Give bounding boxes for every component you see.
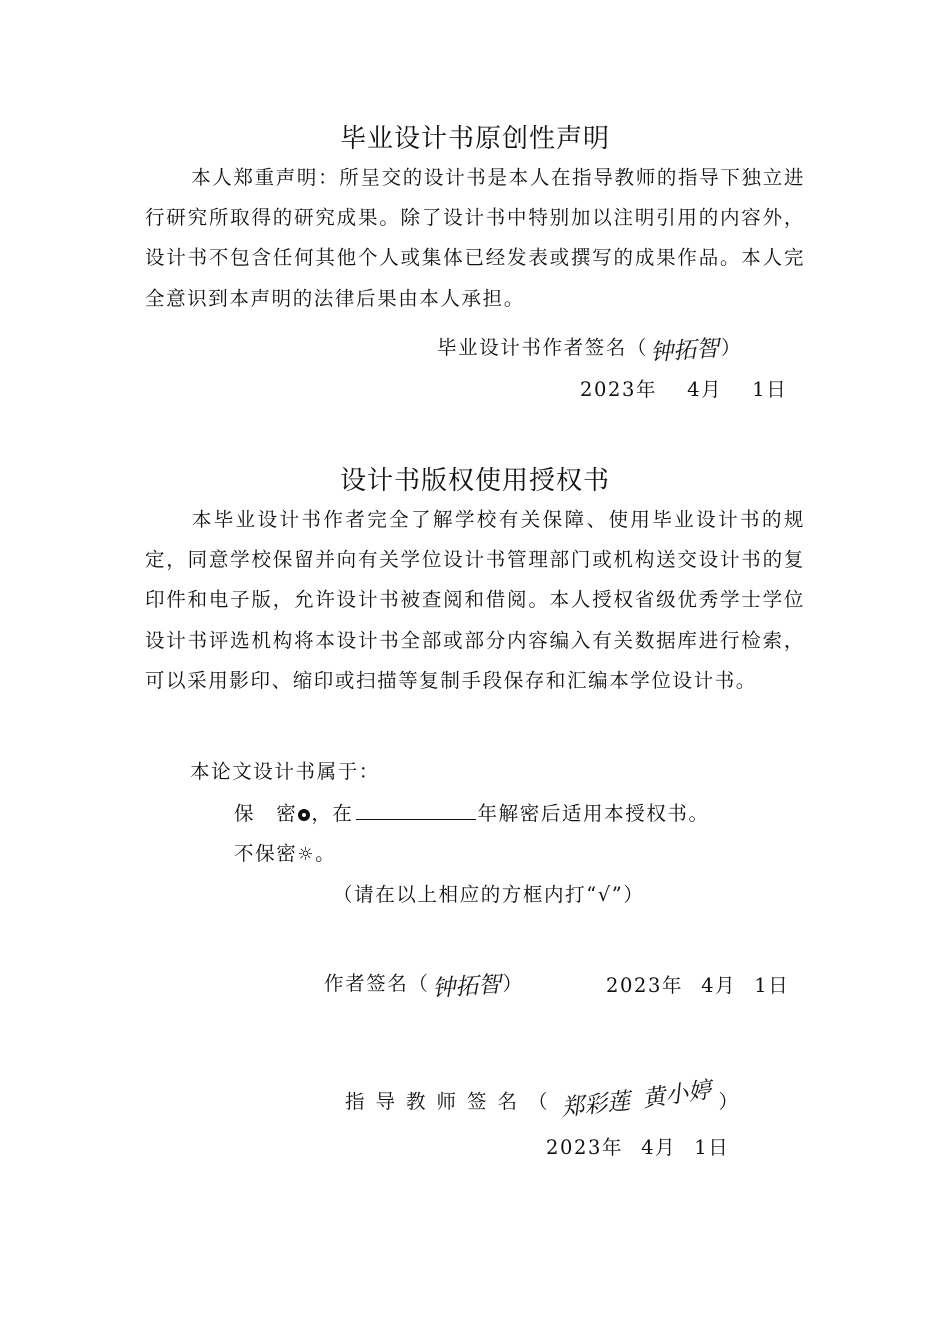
declassify-year-blank[interactable] [356, 801, 476, 820]
advisor-signature-image-2: 黄小婷 [640, 1077, 713, 1113]
advisor-signature-image-1: 郑彩莲 [559, 1088, 631, 1122]
advisor-date-day-unit: 日 [708, 1136, 730, 1159]
author-date-day: 1 [754, 974, 769, 997]
secret-radio-icon[interactable] [298, 809, 310, 821]
declaration-signature-label: 毕业设计书作者签名（ [437, 336, 649, 359]
instruction-text: （请在以上相应的方框内打“√”） [333, 883, 645, 906]
author-date-year: 2023 [606, 974, 663, 997]
secret-option [234, 798, 710, 826]
authorization-body-text: 本毕业设计书作者完全了解学校有关保障、使用毕业设计书的规定，同意学校保留并向有关学位设计书管理部门或机构送交设计书的复印件和电子版，允许设计书被查阅和借阅。本人授权省级优秀学士学位设计书评选机构将本设计书全部或部分内容编入有关数据库进行检索，可以采用影印、缩印或扫描等复制手段保存和汇编本学位设计书。 [145, 508, 805, 692]
author-signature-line [324, 968, 524, 1001]
declaration-signature-close: ） [721, 336, 743, 359]
author-date-month: 4 [701, 974, 716, 997]
author-date-year-unit: 年 [662, 974, 684, 997]
date-day-unit: 日 [766, 378, 788, 401]
date-year-unit: 年 [636, 378, 658, 401]
author-date-day-unit: 日 [768, 974, 790, 997]
secret-label: 保 密 [234, 802, 298, 825]
author-date [606, 970, 789, 998]
date-month-unit: 月 [701, 378, 723, 401]
authorization-title: 设计书版权使用授权书 [339, 466, 610, 496]
author-date-month-unit: 月 [715, 974, 737, 997]
declaration-body-text: 本人郑重声明：所呈交的设计书是本人在指导教师的指导下独立进行研究所取得的研究成果。除了设计书中特别加以注明引用的内容外，设计书不包含任何其他个人或集体已经发表或撰写的成果作品。本人完全意识到本声明的法律后果由本人承担。 [145, 166, 805, 310]
date-month: 4 [687, 378, 702, 401]
not-secret-tail: 。 [315, 842, 337, 865]
not-secret-option [234, 838, 336, 866]
not-secret-label: 不保密 [234, 842, 298, 865]
declaration-title: 毕业设计书原创性声明 [339, 124, 610, 154]
author-signature-image-2: 钟拓智 [430, 971, 502, 1003]
advisor-signature-line [345, 1077, 740, 1122]
advisor-date-month: 4 [641, 1136, 656, 1159]
declaration-date [580, 374, 787, 402]
secret-tail: 年解密后适用本授权书。 [477, 802, 710, 825]
advisor-date-day: 1 [694, 1136, 709, 1159]
advisor-date-month-unit: 月 [655, 1136, 677, 1159]
belongs-label: 本论文设计书属于： [190, 760, 380, 783]
author-signature-label: 作者签名（ [324, 972, 430, 995]
advisor-signature-label: 指导教师签名（ [345, 1090, 559, 1113]
not-secret-radio-icon[interactable]: ☼ [297, 844, 316, 865]
advisor-date [546, 1132, 729, 1160]
declaration-body [145, 158, 805, 319]
declaration-signature-line [437, 332, 742, 365]
advisor-date-year: 2023 [546, 1136, 603, 1159]
author-signature-close: ） [502, 972, 524, 995]
date-day: 1 [752, 378, 767, 401]
authorization-body [145, 500, 805, 701]
advisor-date-year-unit: 年 [602, 1136, 624, 1159]
author-signature-image: 钟拓智 [649, 335, 721, 367]
secret-mid: ，在 [311, 802, 354, 825]
date-year: 2023 [580, 378, 637, 401]
advisor-signature-close: ） [718, 1090, 740, 1113]
